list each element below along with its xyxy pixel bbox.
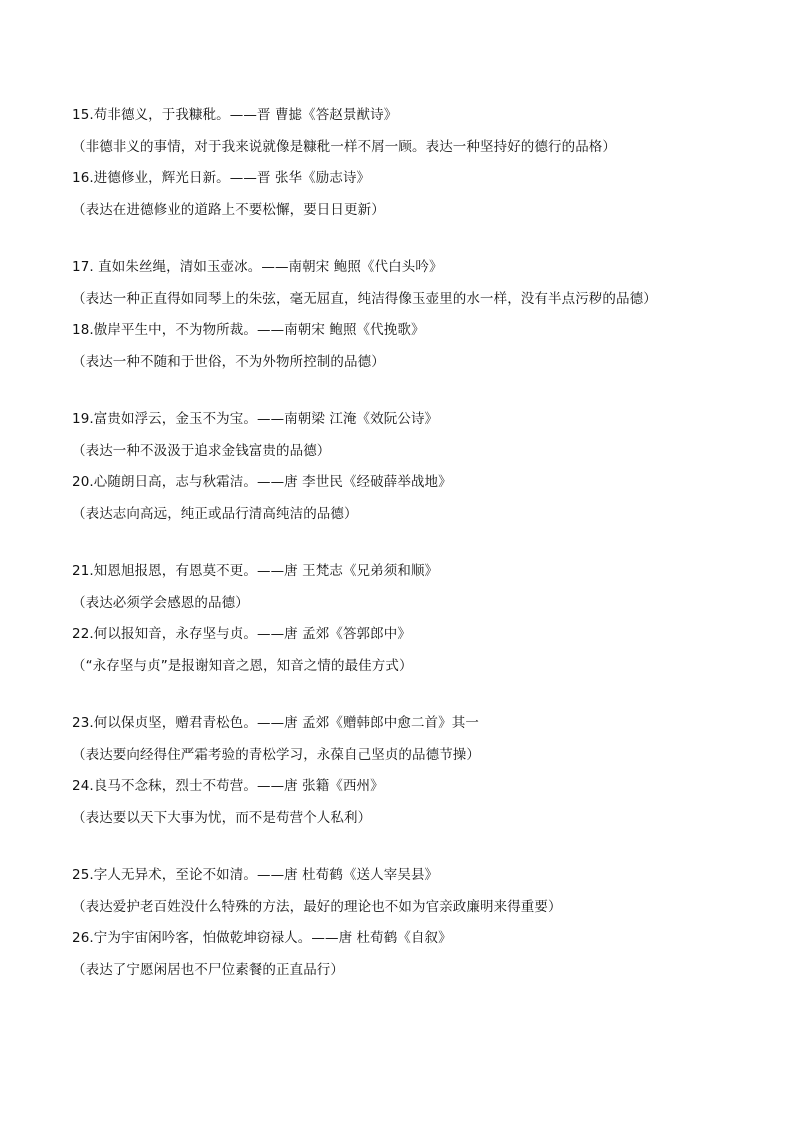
explanation-line: （表达一种正直得如同琴上的朱弦，毫无屈直，纯洁得像玉壶里的水一样，没有半点污秽的品德） [72, 290, 657, 307]
quote-line: 26.宁为宇宙闲吟客，怕做乾坤窃禄人。——唐 杜荀鹤《自叙》 [72, 930, 452, 946]
explanation-line: （表达要向经得住严霜考验的青松学习，永葆自己坚贞的品德节操） [72, 746, 480, 763]
explanation-line: （表达在进德修业的道路上不要松懈，要日日更新） [72, 201, 385, 218]
quote-line: 24.良马不念秣，烈士不苟营。——唐 张籍《西州》 [72, 778, 384, 794]
quote-line: 15.苟非德义，于我糠秕。——晋 曹摅《答赵景猷诗》 [72, 107, 398, 123]
quote-line: 19.富贵如浮云，金玉不为宝。——南朝梁 江淹《效阮公诗》 [72, 411, 439, 427]
explanation-line: （表达一种不随和于世俗，不为外物所控制的品德） [72, 353, 385, 370]
quote-line: 16.进德修业，辉光日新。——晋 张华《励志诗》 [72, 170, 371, 186]
quote-group [72, 100, 732, 226]
quote-group [72, 252, 732, 378]
quote-line: 23.何以保贞坚，赠君青松色。——唐 孟郊《赠韩郎中愈二首》其一 [72, 715, 479, 731]
quote-group [72, 404, 732, 530]
explanation-line: （表达要以天下大事为忧，而不是苟营个人私利） [72, 809, 372, 826]
explanation-line: （表达爱护老百姓没什么特殊的方法，最好的理论也不如为官亲政廉明来得重要） [72, 898, 562, 915]
explanation-line: （表达志向高远，纯正或品行清高纯洁的品德） [72, 505, 358, 522]
explanation-line: （非德非义的事情，对于我来说就像是糠秕一样不屑一顾。表达一种坚持好的德行的品格） [72, 138, 616, 155]
quote-group [72, 708, 732, 834]
explanation-line: （表达了宁愿闲居也不尸位素餐的正直品行） [72, 961, 344, 978]
quote-line: 20.心随朗日高，志与秋霜洁。——唐 李世民《经破薛举战地》 [72, 474, 452, 490]
document-page [72, 100, 732, 986]
explanation-line: （“永存坚与贞”是报谢知音之恩，知音之情的最佳方式） [72, 657, 413, 674]
quote-line: 21.知恩旭报恩，有恩莫不更。——唐 王梵志《兄弟须和顺》 [72, 563, 439, 579]
quote-line: 17. 直如朱丝绳，清如玉壶冰。——南朝宋 鲍照《代白头吟》 [72, 259, 443, 275]
quote-line: 22.何以报知音，永存坚与贞。——唐 孟郊《答郭郎中》 [72, 626, 411, 642]
explanation-line: （表达必须学会感恩的品德） [72, 594, 249, 611]
quote-line: 18.傲岸平生中，不为物所裁。——南朝宋 鲍照《代挽歌》 [72, 322, 425, 338]
explanation-line: （表达一种不汲汲于追求金钱富贵的品德） [72, 442, 331, 459]
quote-group [72, 556, 732, 682]
quote-group [72, 860, 732, 986]
quote-line: 25.字人无异术，至论不如清。——唐 杜荀鹤《送人宰吴县》 [72, 867, 439, 883]
